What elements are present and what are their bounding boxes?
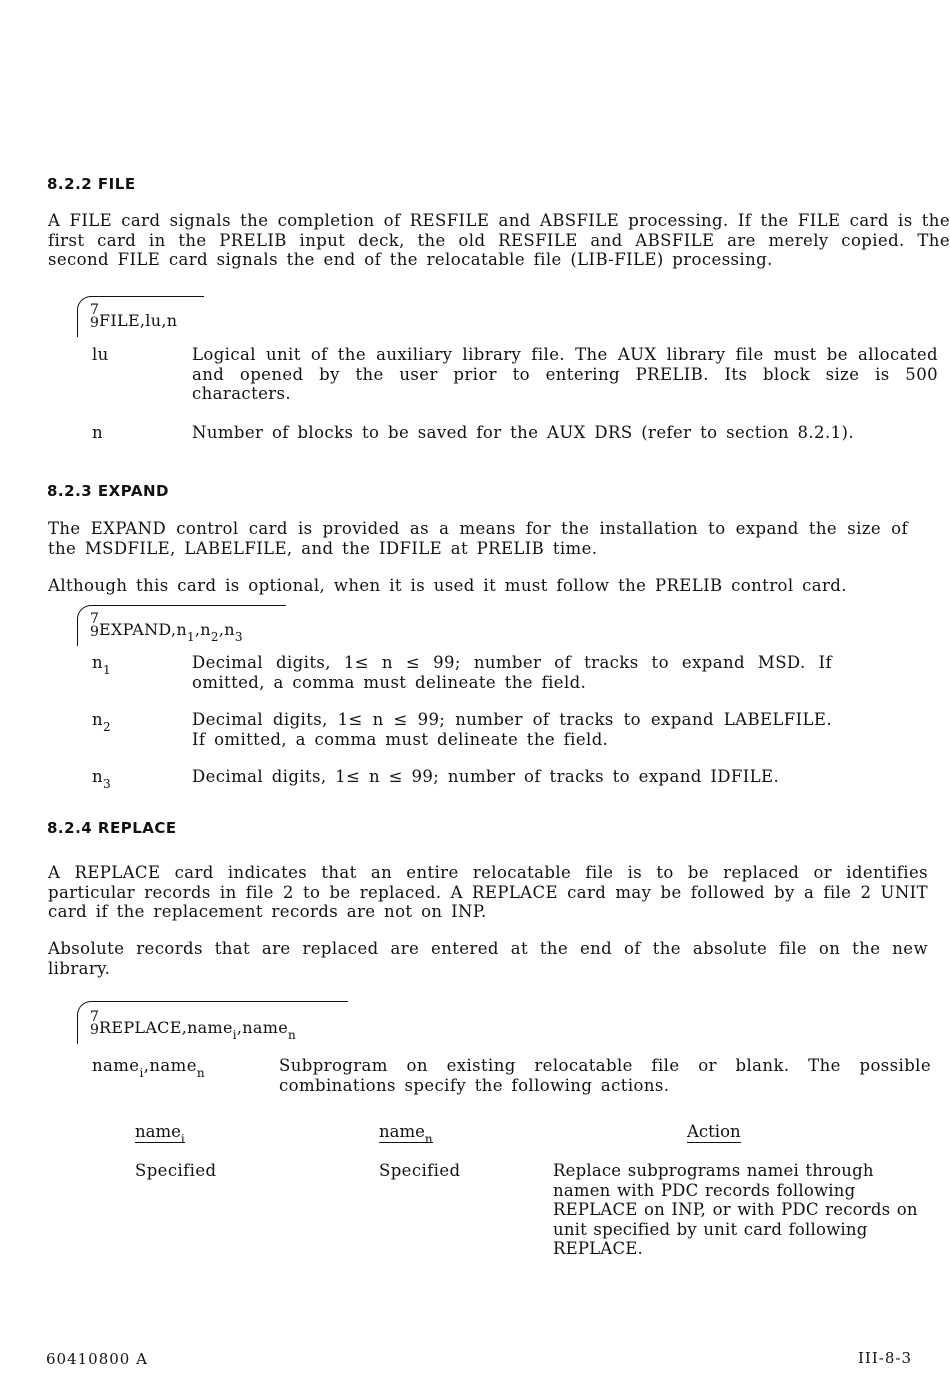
param-def-lu: Logical unit of the auxiliary library file. The AUX library file must be allocated and opened by the user prior to entering PRELIB. Its block size is 500 characters. [192, 345, 938, 403]
expand-paragraph-1: The EXPAND control card is provided as a means for the installation to expand the size of the MSDFILE, LABELFILE, and the IDFILE at PRELIB time. [48, 519, 908, 558]
table-cell-name-i: Specified [135, 1161, 217, 1180]
param-term-n: n [92, 423, 104, 442]
param-def-n2: Decimal digits, 1≤ n ≤ 99; number of tracks to expand LABELFILE. If omitted, a comma must delineate the field. [192, 710, 832, 749]
footer-doc-number: 60410800 A [46, 1350, 148, 1368]
param-term-n1: $n_1$ [92, 653, 112, 677]
section-heading-file: 8.2.2 FILE [47, 175, 136, 193]
param-def-n3: Decimal digits, 1≤ n ≤ 99; number of tracks to expand IDFILE. [192, 767, 780, 786]
replace-paragraph-2: Absolute records that are replaced are entered at the end of the absolute file on the new library. [48, 939, 928, 978]
table-cell-name-n: Specified [379, 1161, 461, 1180]
table-cell-action: Replace subprograms namei through namen with PDC records following REPLACE on INP, or with PDC records on unit specified by unit card following REPLACE. [553, 1161, 918, 1258]
table-header-action: Action [687, 1122, 741, 1141]
expand-card-format: 7 9 $EXPAND,n_1,n_2,n_3$ [77, 605, 285, 645]
replace-card-format: 7 9 REPLACE,name$_i$,name$_n$ [77, 1001, 347, 1043]
section-heading-expand: 8.2.3 EXPAND [47, 482, 169, 500]
file-card-text: FILE,lu,n [99, 311, 178, 330]
table-header-name-i: name$_i$ [135, 1122, 185, 1146]
file-paragraph: A FILE card signals the completion of RESFILE and ABSFILE processing. If the FILE card is the first card in the PRELIB input deck, the old RESFILE and ABSFILE are merely copied. The second FILE card signals the end of the relocatable file (LIB-FILE) processing. [48, 211, 950, 269]
footer-page-number: III-8-3 [858, 1349, 912, 1367]
expand-card-text: EXPAND,n [99, 620, 187, 639]
param-term-n3: $n_3$ [92, 767, 112, 791]
param-term-lu: lu [92, 345, 109, 364]
section-heading-replace: 8.2.4 REPLACE [47, 819, 177, 837]
param-term-n2: $n_2$ [92, 710, 112, 734]
file-card-format: 7 9 FILE,lu,n [77, 296, 203, 336]
expand-paragraph-2: Although this card is optional, when it is used it must follow the PRELIB control card. [48, 576, 847, 595]
replace-paragraph-1: A REPLACE card indicates that an entire relocatable file is to be replaced or identifies particular records in file 2 to be replaced. A REPLACE card may be followed by a file 2 UNIT card if the replacement records are not on INP. [48, 863, 928, 921]
param-def-names: Subprogram on existing relocatable file or blank. The possible combinations specify the following actions. [279, 1056, 931, 1095]
param-def-n1: Decimal digits, 1≤ n ≤ 99; number of tracks to expand MSD. If omitted, a comma must delineate the field. [192, 653, 832, 692]
replace-card-text: REPLACE,name [99, 1018, 233, 1037]
table-header-name-n: name$_n$ [379, 1122, 433, 1146]
param-def-n: Number of blocks to be saved for the AUX DRS (refer to section 8.2.1). [192, 423, 854, 442]
param-term-names: name$_i$,name$_n$ [92, 1056, 205, 1080]
